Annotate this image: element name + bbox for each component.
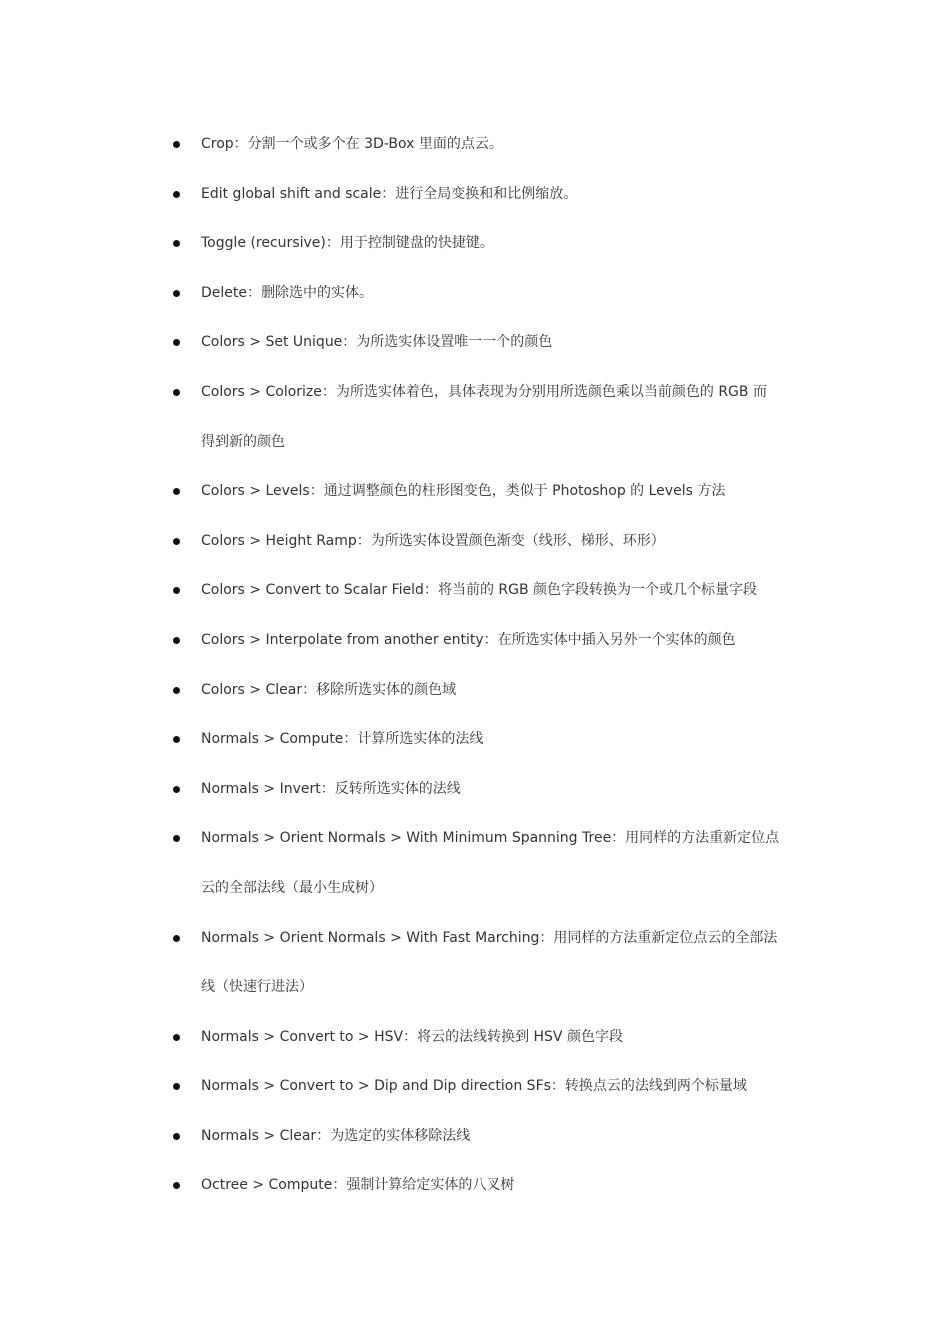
bullet-dot-icon bbox=[173, 191, 180, 198]
bullet-dot-icon bbox=[173, 587, 180, 594]
bullet-dot-icon bbox=[173, 1034, 180, 1041]
bullet-dot-icon bbox=[173, 389, 180, 396]
bullet-dot-icon bbox=[173, 637, 180, 644]
bullet-dot-icon bbox=[173, 240, 180, 247]
bullet-dot-icon bbox=[173, 1083, 180, 1090]
list-item bbox=[172, 566, 822, 616]
list-item-text: Colors > Convert to Scalar Field：将当前的 RGB 颜色字段转换为一个或几个标量字段 bbox=[201, 582, 758, 599]
list-item-text: Colors > Colorize：为所选实体着色，具体表现为分别用所选颜色乘以当前颜色的 RGB 而 bbox=[201, 383, 767, 400]
bullet-list bbox=[172, 120, 822, 1211]
list-item bbox=[172, 269, 822, 319]
list-item-text: Normals > Orient Normals > With Fast Marching：用同样的方法重新定位点云的全部法 bbox=[201, 929, 778, 946]
list-item-text: Delete：删除选中的实体。 bbox=[201, 284, 373, 301]
bullet-dot-icon bbox=[173, 935, 180, 942]
list-item-text: Normals > Convert to > Dip and Dip direction SFs：转换点云的法线到两个标量域 bbox=[201, 1078, 747, 1095]
list-item-text: Normals > Clear：为选定的实体移除法线 bbox=[201, 1127, 471, 1144]
list-item bbox=[172, 765, 822, 815]
list-item-text: Crop：分割一个或多个在 3D-Box 里面的点云。 bbox=[201, 136, 503, 152]
list-item-text: Colors > Set Unique：为所选实体设置唯一一个的颜色 bbox=[201, 334, 553, 351]
bullet-dot-icon bbox=[173, 786, 180, 793]
bullet-dot-icon bbox=[173, 290, 180, 297]
list-item bbox=[172, 467, 822, 517]
list-item-text: Normals > Compute：计算所选实体的法线 bbox=[201, 731, 484, 748]
list-item-text: Normals > Convert to > HSV：将云的法线转换到 HSV 颜色字段 bbox=[201, 1028, 623, 1045]
list-item-text: Normals > Orient Normals > With Minimum Spanning Tree：用同样的方法重新定位点 bbox=[201, 830, 780, 847]
list-item bbox=[172, 1161, 822, 1211]
list-item-text: Colors > Interpolate from another entity：在所选实体中插入另外一个实体的颜色 bbox=[201, 631, 736, 648]
list-item bbox=[172, 368, 822, 467]
list-item-text: Toggle (recursive)：用于控制键盘的快捷键。 bbox=[201, 235, 494, 252]
list-item-text-continuation: 云的全部法线（最小生成树） bbox=[201, 879, 383, 896]
list-item bbox=[172, 318, 822, 368]
list-item bbox=[172, 1013, 822, 1063]
bullet-dot-icon bbox=[173, 141, 180, 148]
list-item-text: Colors > Clear：移除所选实体的颜色域 bbox=[201, 681, 457, 698]
bullet-dot-icon bbox=[173, 687, 180, 694]
bullet-dot-icon bbox=[173, 488, 180, 495]
bullet-dot-icon bbox=[173, 339, 180, 346]
list-item-text: Edit global shift and scale：进行全局变换和和比例缩放。 bbox=[201, 185, 578, 202]
list-item bbox=[172, 517, 822, 567]
list-item bbox=[172, 1112, 822, 1162]
list-item bbox=[172, 715, 822, 765]
list-item-text: Normals > Invert：反转所选实体的法线 bbox=[201, 780, 461, 797]
bullet-dot-icon bbox=[173, 835, 180, 842]
list-item bbox=[172, 170, 822, 220]
bullet-dot-icon bbox=[173, 1133, 180, 1140]
list-item-text: Colors > Levels：通过调整颜色的柱形图变色，类似于 Photoshop 的 Levels 方法 bbox=[201, 483, 726, 500]
list-item bbox=[172, 120, 822, 170]
list-item-text: Octree > Compute：强制计算给定实体的八叉树 bbox=[201, 1177, 515, 1194]
list-item bbox=[172, 914, 822, 1013]
list-item bbox=[172, 219, 822, 269]
bullet-dot-icon bbox=[173, 736, 180, 743]
bullet-dot-icon bbox=[173, 538, 180, 545]
list-item-text: Colors > Height Ramp：为所选实体设置颜色渐变（线形、梯形、环形） bbox=[201, 532, 665, 549]
list-item bbox=[172, 814, 822, 913]
list-item bbox=[172, 616, 822, 666]
list-item bbox=[172, 1062, 822, 1112]
list-item bbox=[172, 666, 822, 716]
list-item-text-continuation: 得到新的颜色 bbox=[201, 433, 285, 450]
bullet-dot-icon bbox=[173, 1182, 180, 1189]
list-item-text-continuation: 线（快速行进法） bbox=[201, 979, 313, 996]
